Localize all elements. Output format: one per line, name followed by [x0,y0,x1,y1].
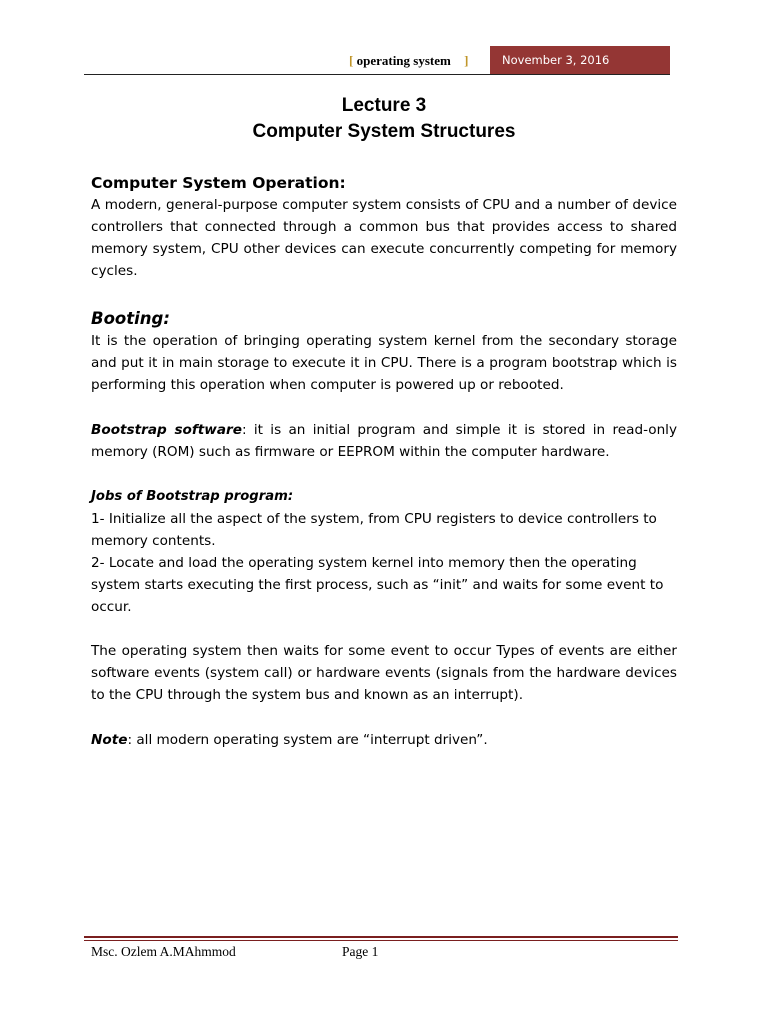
job-item-2: 2- Locate and load the operating system kernel into memory then the operating system starts executing the first process, such as “init” and waits for some event to occur. [91,555,664,615]
paragraph [91,419,677,463]
section-note [91,729,677,751]
header-section-title: operating system [356,53,451,68]
section-jobs [91,486,677,618]
note-text: : all modern operating system are “interrupt driven”. [127,732,488,748]
footer-rule [84,936,678,938]
section-booting [91,308,677,396]
header-date: November 3, 2016 [490,46,670,75]
footer-rule-thin [84,940,678,941]
section-heading: Booting: [91,309,170,328]
section-heading: Computer System Operation: [91,174,346,192]
section-system-operation [91,172,677,282]
bracket-close: ] [464,53,469,68]
term-bootstrap-software: Bootstrap software [91,422,242,438]
job-item-1: 1- Initialize all the aspect of the system, from CPU registers to device controllers to memory contents. [91,511,657,549]
header-section-label [349,53,468,69]
header-rule [84,74,670,75]
section-bootstrap-software [91,419,677,463]
bracket-open: [ [349,53,354,68]
footer-page-number: Page 1 [342,944,379,959]
note [91,729,677,751]
bootstrap-definition: : it is an initial program and simple it is stored in read-only memory (ROM) such as firmware or EEPROM within the computer hardware. [91,422,678,460]
paragraph: A modern, general-purpose computer system consists of CPU and a number of device controllers that connected through a common bus that provides access to shared memory system, CPU other devices can execute concurrently competing for memory cycles. [91,197,677,279]
section-events [91,640,677,706]
note-label: Note [91,732,128,748]
lecture-subtitle: Computer System Structures [252,121,516,142]
paragraph: The operating system then waits for some event to occur Types of events are either software events (system call) or hardware events (signals from the hardware devices to the CPU through the system bus and known as an interrupt). [91,643,677,703]
lecture-title: Lecture 3 [341,95,427,116]
jobs-heading: Jobs of Bootstrap program: [91,489,294,504]
paragraph: It is the operation of bringing operating system kernel from the secondary storage and put it in main storage to execute it in CPU. There is a program bootstrap which is performing this operation when computer is powered up or rebooted. [91,333,677,393]
footer-author: Msc. Ozlem A.MAhmmod [91,944,236,959]
